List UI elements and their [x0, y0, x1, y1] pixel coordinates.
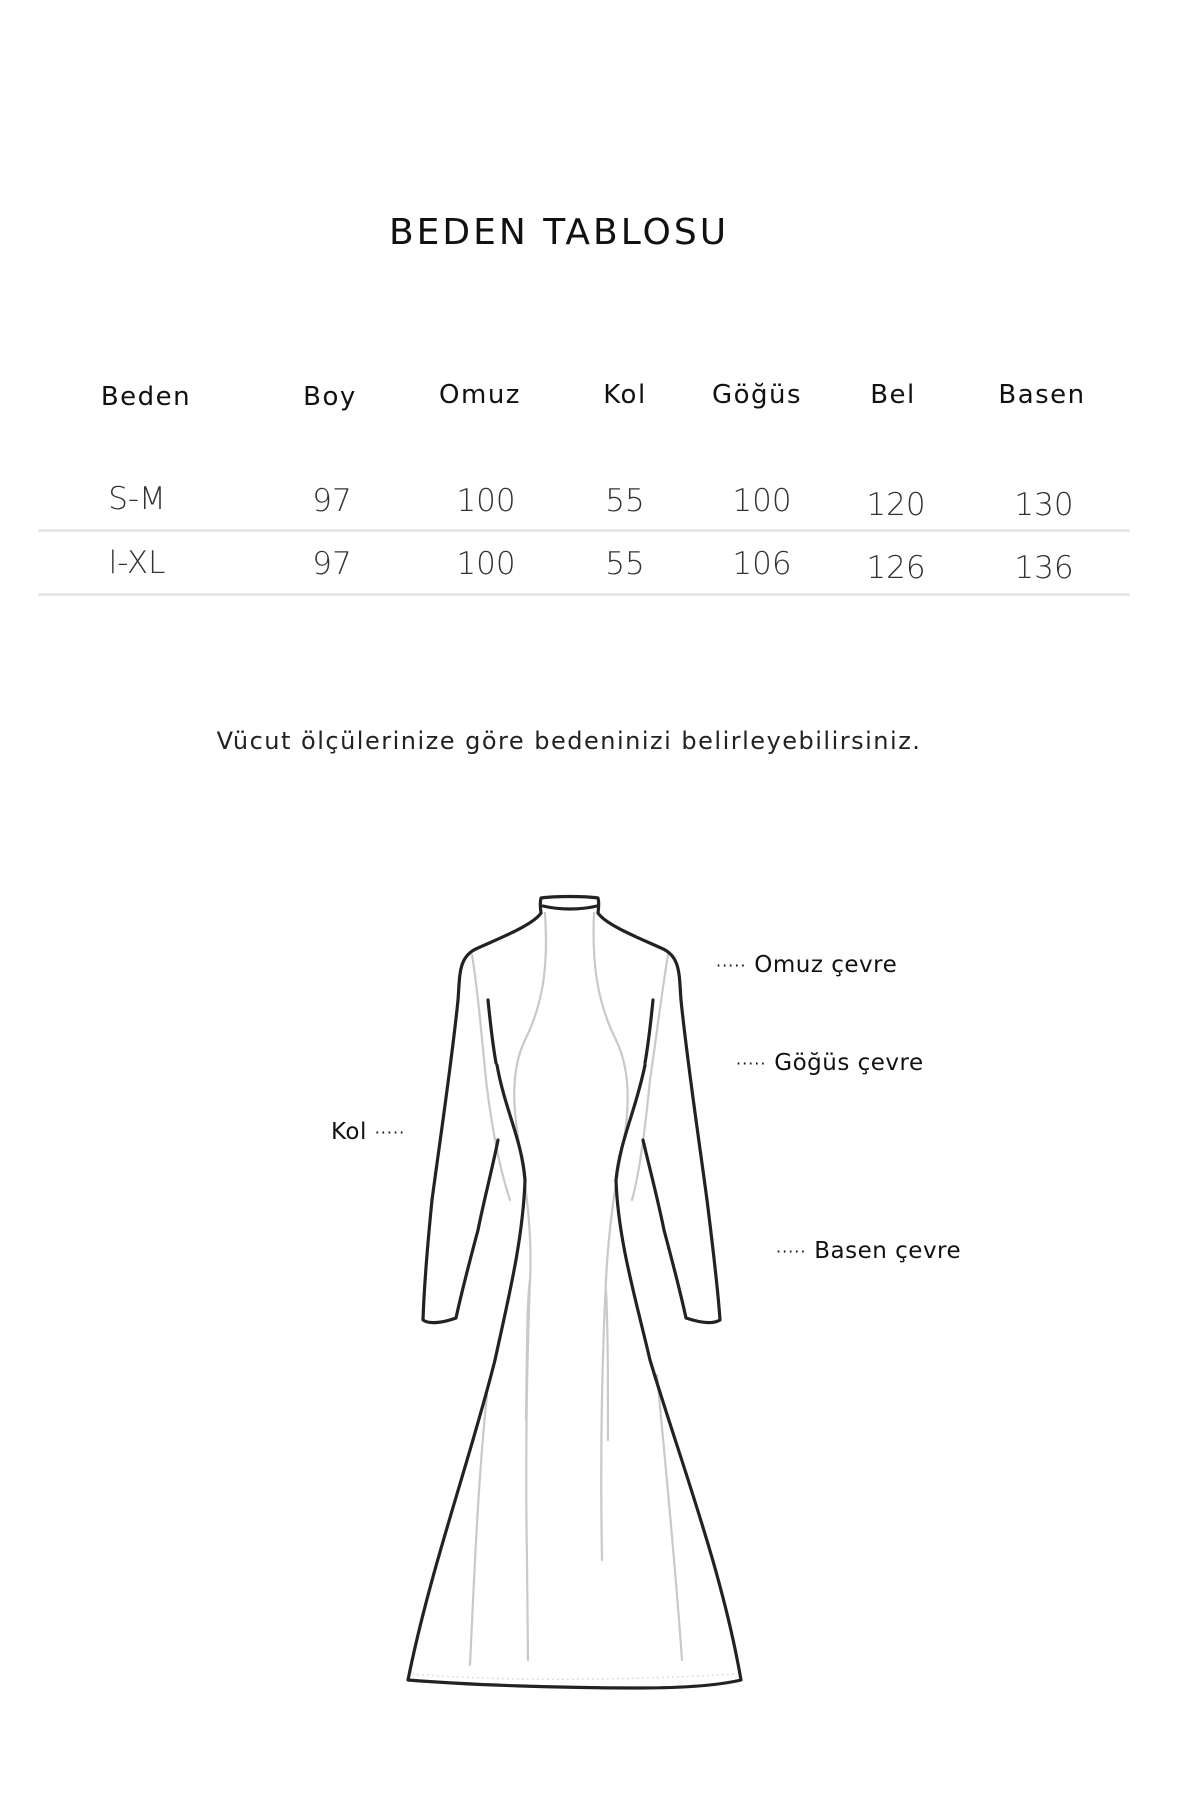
cell-basen: 136: [1014, 550, 1074, 586]
cell-basen: 130: [1014, 487, 1074, 523]
cell-boy: 97: [312, 546, 352, 582]
cell-size: S-M: [108, 481, 166, 517]
cell-gogus: 100: [732, 483, 792, 519]
dress-outline: [408, 897, 741, 1689]
cell-boy: 97: [312, 483, 352, 519]
header-bel: Bel: [870, 380, 916, 410]
leader-dots: ·····: [374, 1123, 406, 1142]
header-basen: Basen: [998, 380, 1086, 410]
header-boy: Boy: [303, 382, 357, 412]
cell-kol: 55: [605, 546, 645, 582]
header-gogus: Göğüs: [711, 380, 803, 410]
callout-omuz-label: Omuz çevre: [754, 952, 898, 978]
page-title: BEDEN TABLOSU: [388, 212, 730, 253]
header-kol: Kol: [603, 380, 647, 410]
callout-gogus-label: Göğüs çevre: [774, 1050, 924, 1076]
callout-basen: [776, 1238, 961, 1264]
cell-omuz: 100: [456, 483, 516, 519]
cell-bel: 120: [866, 487, 926, 523]
cell-omuz: 100: [456, 546, 516, 582]
callout-kol-label: Kol: [331, 1119, 367, 1145]
header-omuz: Omuz: [439, 380, 521, 410]
cell-kol: 55: [605, 483, 645, 519]
header-beden: Beden: [100, 382, 192, 412]
callout-gogus: [736, 1050, 924, 1076]
hem-stitch-line: [412, 1674, 736, 1679]
cell-bel: 126: [866, 550, 926, 586]
leader-dots: ·····: [716, 956, 747, 975]
callout-omuz: [716, 952, 897, 978]
leader-dots: ·····: [736, 1054, 767, 1073]
size-note: Vücut ölçülerinize göre bedeninizi belirleyebilirsiniz.: [216, 727, 922, 755]
leader-dots: ·····: [776, 1242, 807, 1261]
callout-kol: [331, 1119, 405, 1145]
cell-gogus: 106: [732, 546, 792, 582]
cell-size: l-XL: [108, 545, 166, 581]
callout-basen-label: Basen çevre: [814, 1238, 962, 1264]
